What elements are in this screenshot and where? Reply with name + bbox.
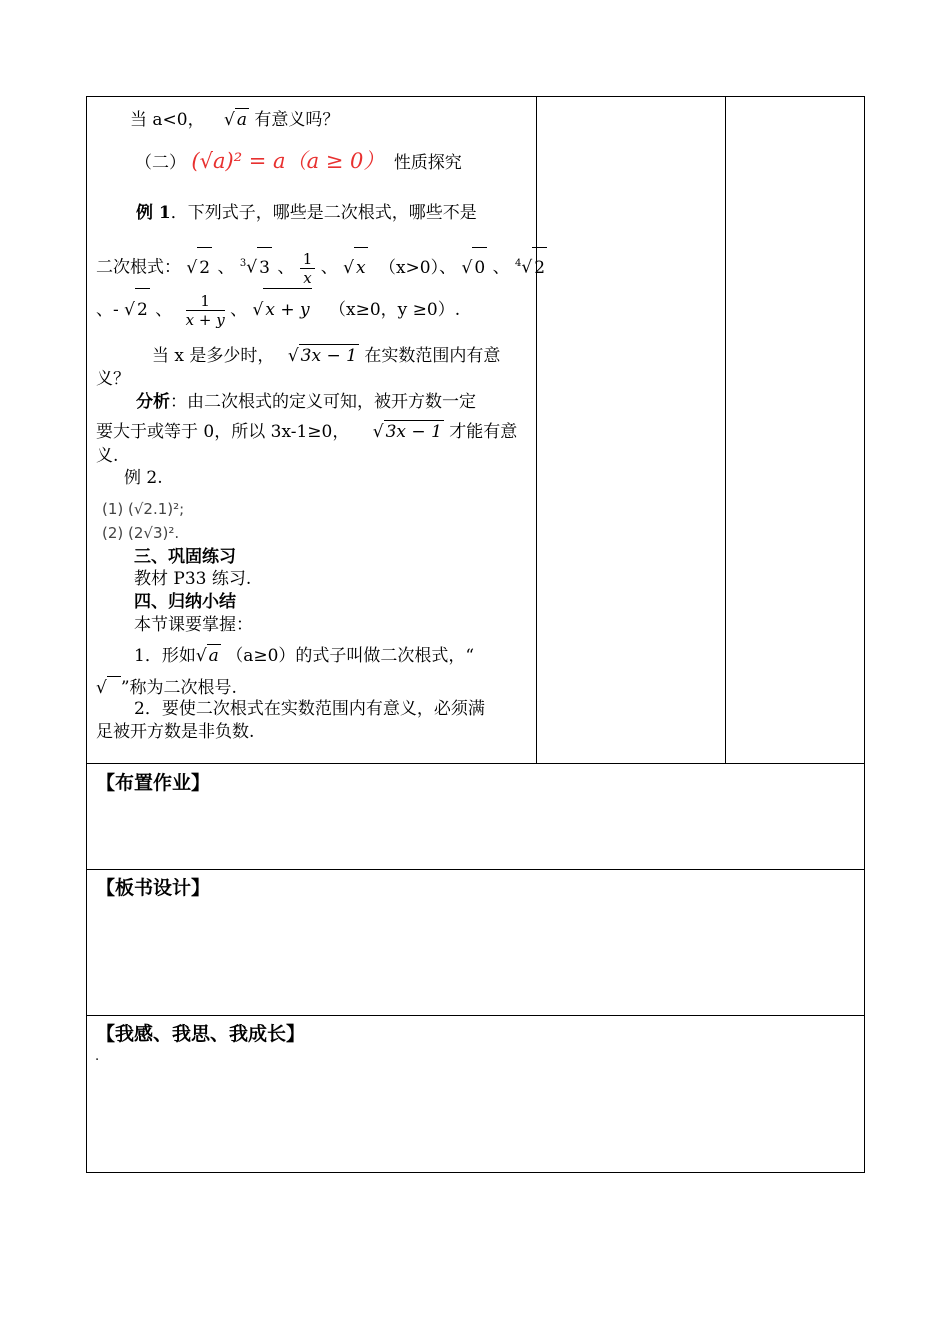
analysis-text: ：由二次根式的定义可知，被开方数一定 bbox=[170, 392, 476, 412]
section3-text bbox=[134, 568, 251, 590]
sqrt-a: √ a bbox=[224, 110, 247, 130]
cbrt-3: $^3$√ 3 bbox=[240, 244, 272, 288]
separator: 、 bbox=[155, 300, 173, 320]
example1-line3 bbox=[96, 288, 460, 331]
question-domain-prefix: 当 x 是多少时， bbox=[152, 346, 275, 366]
summary-item2-line2 bbox=[96, 721, 254, 743]
table-border-right bbox=[864, 96, 865, 1173]
section3-body: 教材 P33 练习. bbox=[134, 569, 252, 589]
condition-xy: （x≥0，y ≥0）. bbox=[329, 300, 461, 320]
column-divider-2 bbox=[725, 96, 726, 763]
summary2-text2: 足被开方数是非负数. bbox=[96, 722, 255, 742]
example2-item1 bbox=[102, 498, 184, 520]
board-design-heading: 【板书设计】 bbox=[96, 877, 211, 899]
fourth-root-2: $^4$√ 2 bbox=[515, 244, 547, 288]
summary-item1-line2 bbox=[96, 676, 237, 699]
separator: 、 bbox=[277, 257, 295, 278]
row-divider-3 bbox=[86, 1015, 865, 1016]
summary-item2 bbox=[134, 698, 485, 720]
question-domain-line bbox=[152, 344, 500, 367]
example1-prefix: 二次根式： bbox=[96, 257, 181, 278]
summary-item1 bbox=[134, 644, 474, 667]
example2-item2-text: (2) (2√3)². bbox=[102, 524, 180, 542]
analysis-line3 bbox=[96, 445, 118, 467]
row-divider-2 bbox=[86, 869, 865, 870]
sqrt-x-plus-y: √ x + y bbox=[253, 288, 312, 331]
table-border-top bbox=[86, 96, 865, 97]
separator: 、 bbox=[492, 257, 510, 278]
summary1-text: （a≥0）的式子叫做二次根式，“ bbox=[226, 646, 475, 666]
neg-sqrt-2: √ 2 bbox=[124, 288, 150, 331]
property-formula: (√a)² = a（a ≥ 0） bbox=[191, 149, 385, 173]
example1-line2 bbox=[96, 244, 547, 288]
question-domain-line2 bbox=[96, 368, 130, 390]
summary1-prefix: 1．形如 bbox=[134, 646, 196, 666]
question-end: 有意义吗？ bbox=[254, 110, 340, 130]
reflection-heading: 【我感、我思、我成长】 bbox=[96, 1023, 306, 1045]
analysis-label: 分析 bbox=[136, 392, 170, 412]
separator: 、 bbox=[320, 257, 338, 278]
property-prefix: （二） bbox=[135, 153, 186, 173]
separator: 、 bbox=[439, 257, 457, 278]
fraction-1-over-x: $\frac{1}{x}$ bbox=[300, 250, 316, 287]
question-line bbox=[130, 108, 339, 131]
sqrt-0: √ 0 bbox=[462, 247, 488, 288]
section4-heading bbox=[134, 591, 236, 613]
example1-label: 例 1 bbox=[136, 203, 171, 223]
property-end: 性质探究 bbox=[393, 153, 462, 173]
analysis-line2 bbox=[96, 420, 517, 443]
summary2-text: 2．要使二次根式在实数范围内有意义，必须满 bbox=[134, 699, 485, 719]
radical-sign-icon: √ bbox=[96, 676, 121, 699]
analysis-text2: 要大于或等于 0，所以 3x-1≥0， bbox=[96, 422, 350, 442]
separator: 、 bbox=[230, 300, 248, 320]
sqrt-3x-minus-1: √ 3x − 1 bbox=[287, 346, 357, 366]
section4-title: 四、归纳小结 bbox=[134, 592, 236, 612]
homework-heading: 【布置作业】 bbox=[96, 772, 211, 794]
separator: 、 bbox=[217, 257, 235, 278]
column-divider-1 bbox=[536, 96, 537, 763]
example2-item2 bbox=[102, 522, 179, 544]
neg-prefix: 、- bbox=[96, 300, 119, 320]
example2-text: 例 2. bbox=[124, 468, 163, 488]
example2-item1-text: (1) (√2.1)²; bbox=[102, 500, 185, 518]
example1-text: ．下列式子，哪些是二次根式，哪些不是 bbox=[170, 203, 477, 223]
sqrt-x: √ x bbox=[343, 247, 367, 288]
analysis-text3: 义. bbox=[96, 446, 119, 466]
question-text: 当 a<0， bbox=[130, 110, 205, 130]
section4-body: 本节课要掌握： bbox=[134, 615, 253, 635]
table-border-bottom bbox=[86, 1172, 865, 1173]
table-border-left bbox=[86, 96, 87, 1173]
sqrt-2: √ 2 bbox=[186, 247, 212, 288]
condition-x: （x>0） bbox=[378, 257, 440, 278]
fraction-1-over-x-plus-y: $\frac{1}{x + y}$ bbox=[185, 292, 225, 329]
sqrt-a-summary: √ a bbox=[195, 646, 219, 666]
example2-label bbox=[124, 467, 163, 489]
property-line bbox=[135, 150, 462, 174]
section3-heading bbox=[134, 546, 236, 568]
section4-text bbox=[134, 614, 253, 636]
question-domain-end2: 义？ bbox=[96, 369, 130, 389]
example1-line bbox=[136, 202, 477, 224]
analysis-end: 才能有意 bbox=[449, 422, 518, 442]
question-domain-end: 在实数范围内有意 bbox=[364, 346, 501, 366]
row-divider-1 bbox=[86, 763, 865, 764]
section3-title: 三、巩固练习 bbox=[134, 547, 236, 567]
sqrt-3x-minus-1-analysis: √ 3x − 1 bbox=[372, 422, 442, 442]
summary1-text2: ”称为二次根号. bbox=[120, 678, 237, 698]
analysis-line bbox=[136, 391, 476, 413]
reflection-dot: . bbox=[95, 1049, 100, 1064]
